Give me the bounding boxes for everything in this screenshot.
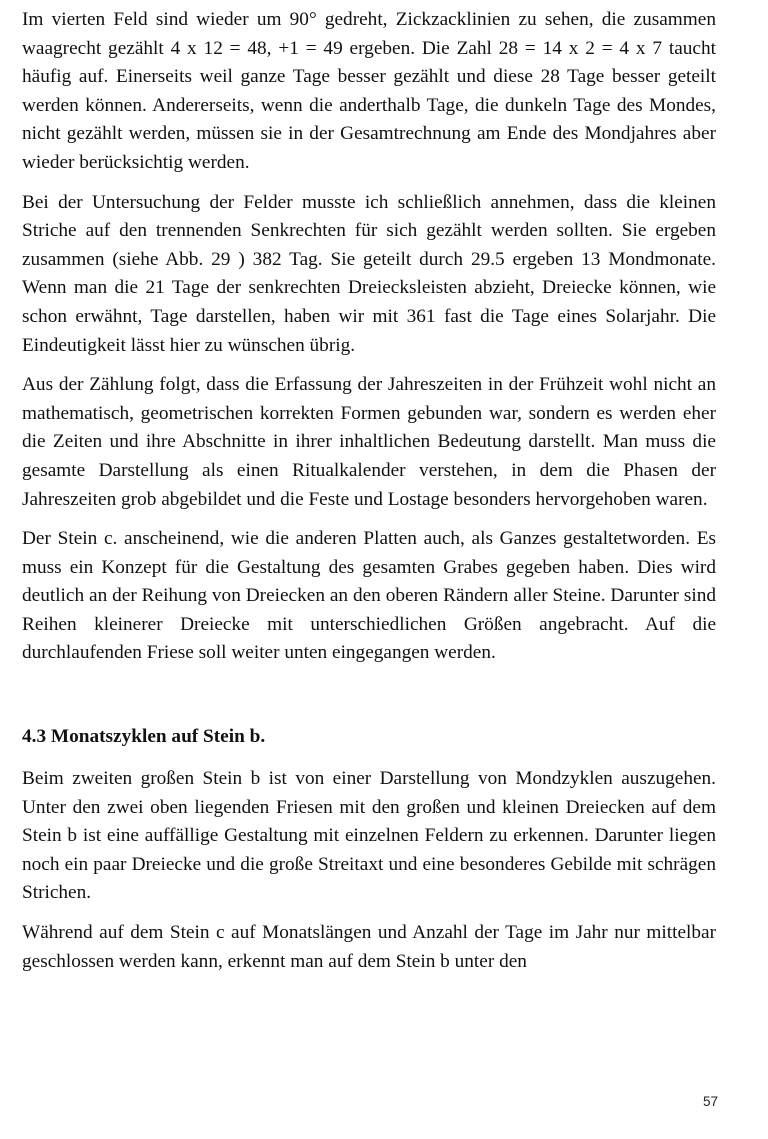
paragraph: Während auf dem Stein c auf Monatslängen und Anzahl der Tage im Jahr nur mittelbar geschlossen werden kann, erkennt man auf dem Stein b unter den bbox=[22, 922, 716, 972]
page-number: 57 bbox=[702, 1094, 718, 1109]
document-page bbox=[22, 6, 716, 976]
paragraph: Im vierten Feld sind wieder um 90° gedreht, Zickzacklinien zu sehen, die zusammen waagrecht gezählt 4 x 12 = 48, +1 = 49 ergeben. Die Zahl 28 = 14 x 2 = 4 x 7 taucht häufig auf. Einerseits weil ganze Tage besser gezählt und diese 28 Tage besser geteilt werden können. Andererseits, wenn die anderthalb Tage, die dunkeln Tage des Mondes, nicht gezählt werden, müssen sie in der Gesamtrechnung am Ende des Mondjahres aber wieder berücksichtig werden. bbox=[22, 9, 716, 173]
section-heading: 4.3 Monatszyklen auf Stein b. bbox=[22, 726, 266, 748]
paragraph: Bei der Untersuchung der Felder musste ich schließlich annehmen, dass die kleinen Striche auf den trennenden Senkrechten für sich gezählt werden sollten. Sie ergeben zusammen (siehe Abb. 29 ) 382 Tag. Sie geteilt durch 29.5 ergeben 13 Mondmonate. Wenn man die 21 Tage der senkrechten Dreiecksleisten abzieht, Dreiecke können, wie schon erwähnt, Tage darstellen, haben wir mit 361 fast die Tage eines Solarjahr. Die Eindeutigkeit lässt hier zu wünschen übrig. bbox=[22, 191, 716, 356]
paragraph: Der Stein c. anscheinend, wie die anderen Platten auch, als Ganzes gestaltetworden. Es muss ein Konzept für die Gestaltung des gesamten Grabes gegeben haben. Dies wird deutlich an der Reihung von Dreiecken an den oberen Rändern aller Steine. Darunter sind Reihen kleinerer Dreiecke mit unterschiedlichen Größen angebracht. Auf die durchlaufenden Friese soll weiter unten eingegangen werden. bbox=[22, 528, 716, 664]
paragraph: Beim zweiten großen Stein b ist von einer Darstellung von Mondzyklen auszugehen. Unter den zwei oben liegenden Friesen mit den großen und kleinen Dreiecken auf dem Stein b ist eine auffällige Gestaltung mit einzelnen Feldern zu erkennen. Darunter liegen noch ein paar Dreiecke und die große Streitaxt und eine besonderes Gebilde mit schrägen Strichen. bbox=[22, 768, 716, 904]
paragraph: Aus der Zählung folgt, dass die Erfassung der Jahreszeiten in der Frühzeit wohl nicht an mathematisch, geometrischen korrekten Formen gebunden war, sondern es werden eher die Zeiten und ihre Abschnitte in ihrer inhaltlichen Bedeutung darstellt. Man muss die gesamte Darstellung als einen Ritualkalender verstehen, in dem die Phasen der Jahreszeiten grob abgebildet und die Feste und Lostage besonders hervorgehoben waren. bbox=[22, 374, 716, 510]
section-spacer bbox=[22, 679, 716, 723]
